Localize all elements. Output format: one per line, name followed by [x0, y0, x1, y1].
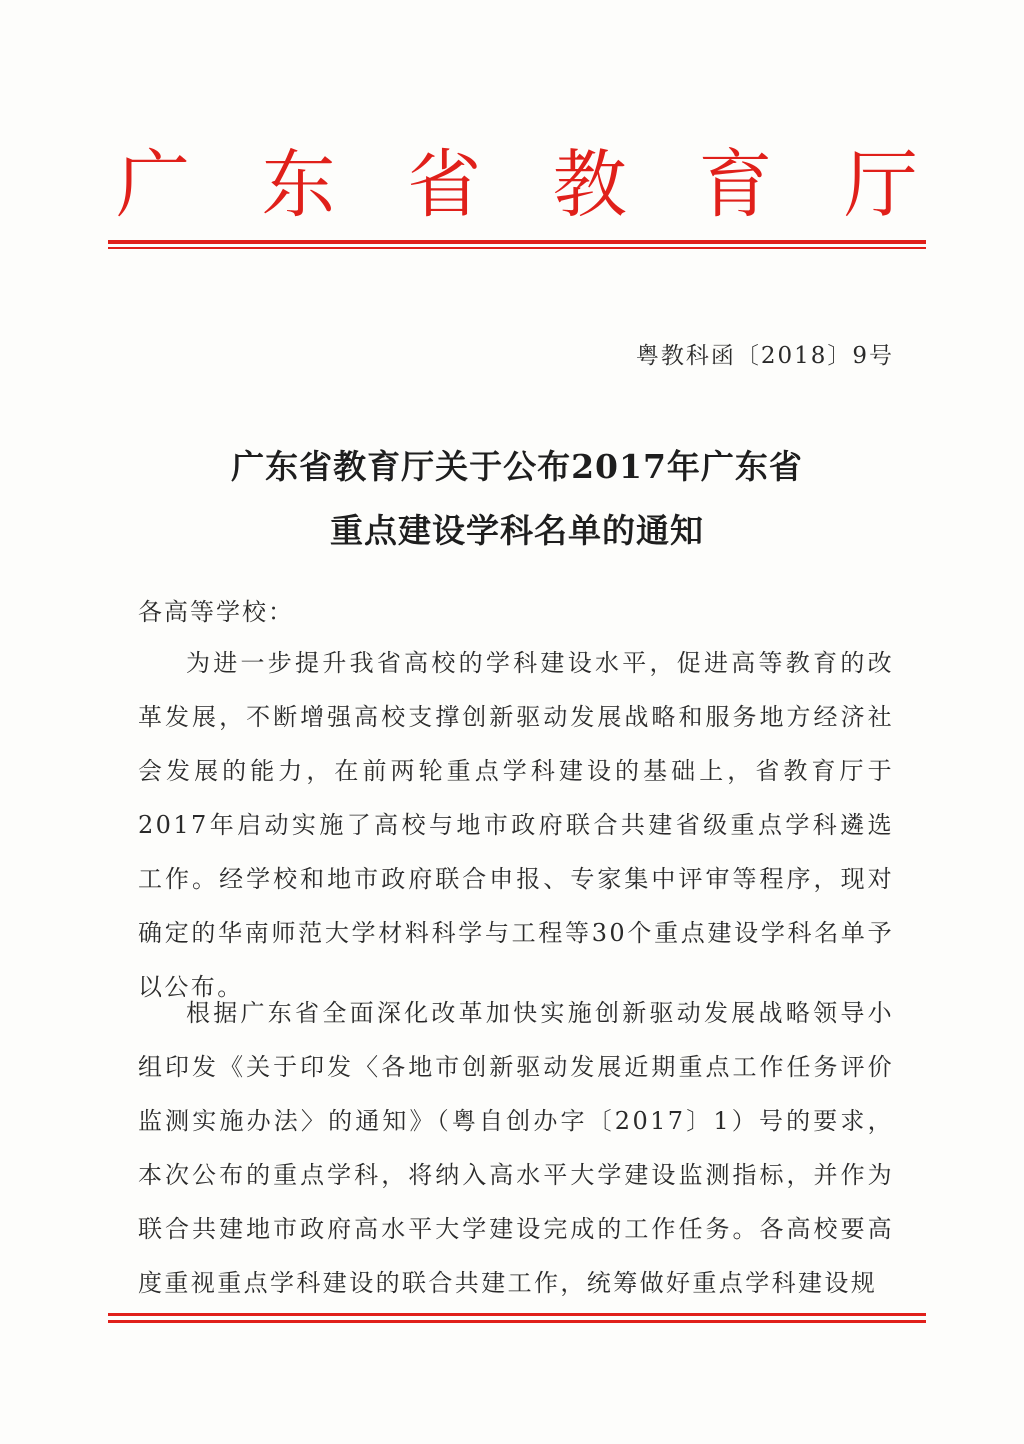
document-title-line-1: 广东省教育厅关于公布2017年广东省 — [231, 447, 803, 486]
footer-divider-bottom — [108, 1320, 926, 1323]
document-number: 粤教科函〔2018〕9号 — [635, 343, 894, 369]
body-paragraph — [138, 636, 894, 1014]
paragraph-text: 根据广东省全面深化改革加快实施创新驱动发展战略领导小组印发《关于印发〈各地市创新驱动发展近期重点工作任务评价监测实施办法〉的通知》（粤自创办字〔2017〕1）号的要求，本次公布的重点学科，将纳入高水平大学建设监测指标，并作为联合共建地市政府高水平大学建设完成的工作任务。各高校要高度重视重点学科建设的联合共建工作，统筹做好重点学科建设规 — [138, 999, 894, 1297]
letterhead-divider-thick — [108, 240, 926, 244]
letterhead-divider-thin — [108, 247, 926, 249]
body-paragraph — [138, 986, 894, 1310]
letterhead-char: 教 — [552, 142, 627, 228]
footer-divider-top — [108, 1313, 926, 1316]
letterhead-char: 省 — [407, 142, 482, 228]
paragraph-text: 为进一步提升我省高校的学科建设水平，促进高等教育的改革发展，不断增强高校支撑创新驱动发展战略和服务地方经济社会发展的能力，在前两轮重点学科建设的基础上，省教育厅于2017年启动实施了高校与地市政府联合共建省级重点学科遴选工作。经学校和地市政府联合申报、专家集中评审等程序，现对确定的华南师范大学材料科学与工程等30个重点建设学科名单予以公布。 — [138, 649, 894, 1001]
letterhead-char: 育 — [698, 142, 773, 228]
letterhead-char: 东 — [261, 142, 336, 228]
document-title-line-2: 重点建设学科名单的通知 — [330, 511, 704, 550]
letterhead — [108, 140, 926, 230]
letterhead-char: 广 — [116, 142, 190, 228]
salutation: 各高等学校： — [138, 598, 294, 626]
letterhead-char: 厅 — [843, 142, 918, 228]
